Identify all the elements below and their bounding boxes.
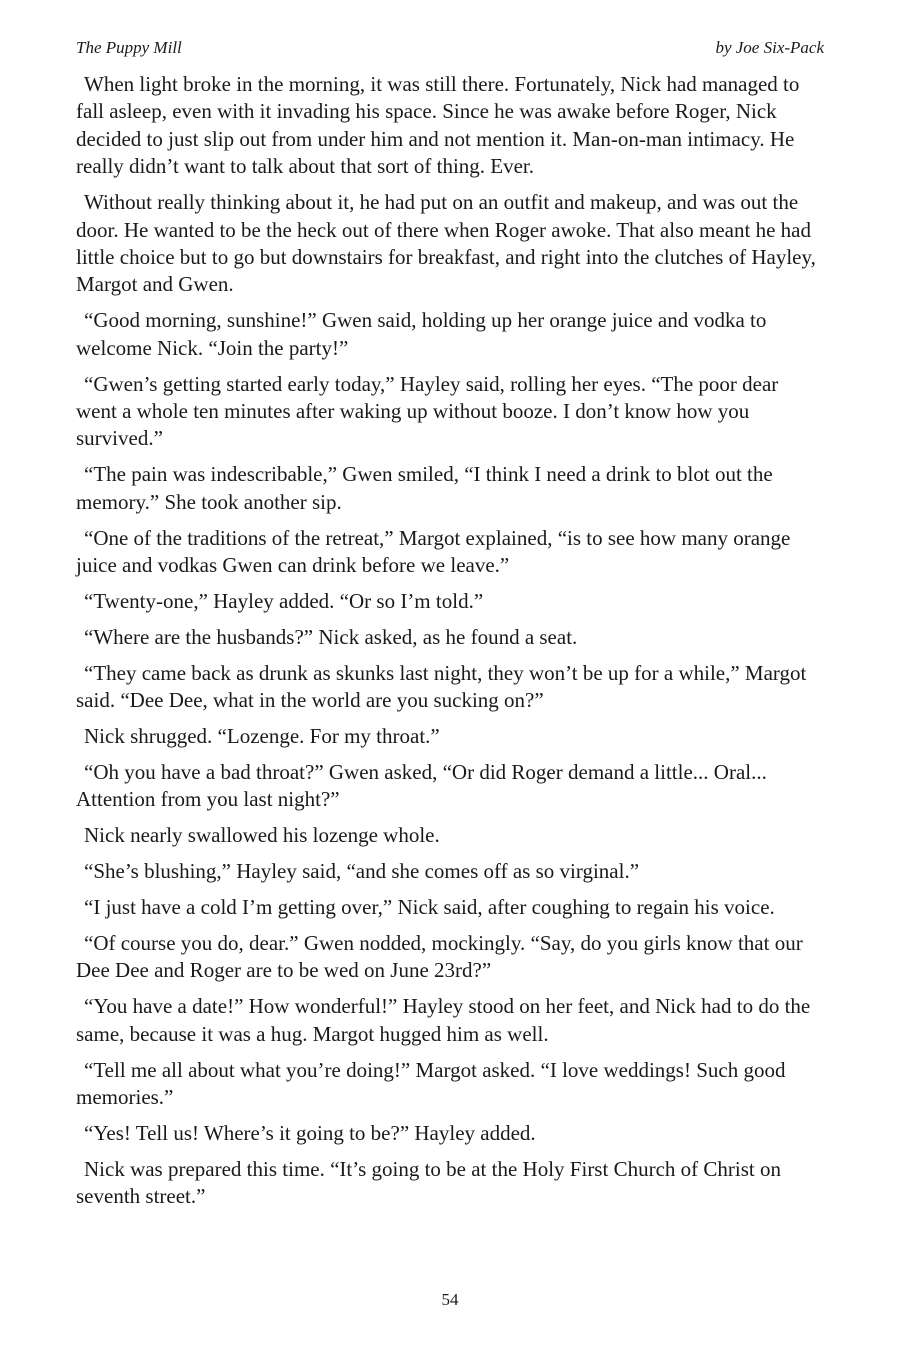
body-text <box>76 71 824 1219</box>
running-header <box>76 38 824 58</box>
book-title: The Puppy Mill <box>76 38 182 57</box>
paragraph: “She’s blushing,” Hayley said, “and she comes off as so virginal.” <box>84 859 640 884</box>
paragraph: “Good morning, sunshine!” Gwen said, holding up her orange juice and vodka to welcome Nick. “Join the party!” <box>76 308 767 360</box>
paragraph: Without really thinking about it, he had put on an outfit and makeup, and was out the door. He wanted to be the heck out of there when Roger awoke. That also meant he had little choice but to go but downstairs for breakfast, and right into the clutches of Hayley, Margot and Gwen. <box>76 190 816 297</box>
paragraph: “The pain was indescribable,” Gwen smiled, “I think I need a drink to blot out the memory.” She took another sip. <box>76 462 773 514</box>
paragraph: “Yes! Tell us! Where’s it going to be?” Hayley added. <box>84 1120 536 1145</box>
paragraph: “Tell me all about what you’re doing!” Margot asked. “I love weddings! Such good memories.” <box>76 1057 786 1109</box>
paragraph: “One of the traditions of the retreat,” Margot explained, “is to see how many orange juice and vodkas Gwen can drink before we leave.” <box>76 525 791 577</box>
paragraph: Nick shrugged. “Lozenge. For my throat.” <box>84 724 440 749</box>
paragraph: “Where are the husbands?” Nick asked, as he found a seat. <box>84 624 578 649</box>
paragraph: “Twenty-one,” Hayley added. “Or so I’m told.” <box>84 588 484 613</box>
paragraph: “You have a date!” How wonderful!” Hayley stood on her feet, and Nick had to do the same, because it was a hug. Margot hugged him as well. <box>76 994 811 1046</box>
page-number: 54 <box>441 1290 459 1309</box>
paragraph: Nick was prepared this time. “It’s going to be at the Holy First Church of Christ on seventh street.” <box>76 1156 781 1209</box>
paragraph: “Of course you do, dear.” Gwen nodded, mockingly. “Say, do you girls know that our Dee Dee and Roger are to be wed on June 23rd?” <box>76 930 803 983</box>
author-line: by Joe Six-Pack <box>715 38 824 57</box>
paragraph: “Oh you have a bad throat?” Gwen asked, “Or did Roger demand a little... Oral... Attention from you last night?” <box>76 759 767 812</box>
paragraph: Nick nearly swallowed his lozenge whole. <box>84 823 440 848</box>
paragraph: “Gwen’s getting started early today,” Hayley said, rolling her eyes. “The poor dear went a whole ten minutes after waking up without booze. I don’t know how you survived.” <box>76 371 779 451</box>
paragraph: “I just have a cold I’m getting over,” Nick said, after coughing to regain his voice. <box>84 895 775 920</box>
paragraph: “They came back as drunk as skunks last night, they won’t be up for a while,” Margot said. “Dee Dee, what in the world are you sucking on?” <box>76 660 807 713</box>
paragraph: When light broke in the morning, it was still there. Fortunately, Nick had managed to fall asleep, even with it invading his space. Since he was awake before Roger, Nick decided to just slip out from under him and not mention it. Man-on-man intimacy. He really didn’t want to talk about that sort of thing. Ever. <box>76 72 800 179</box>
